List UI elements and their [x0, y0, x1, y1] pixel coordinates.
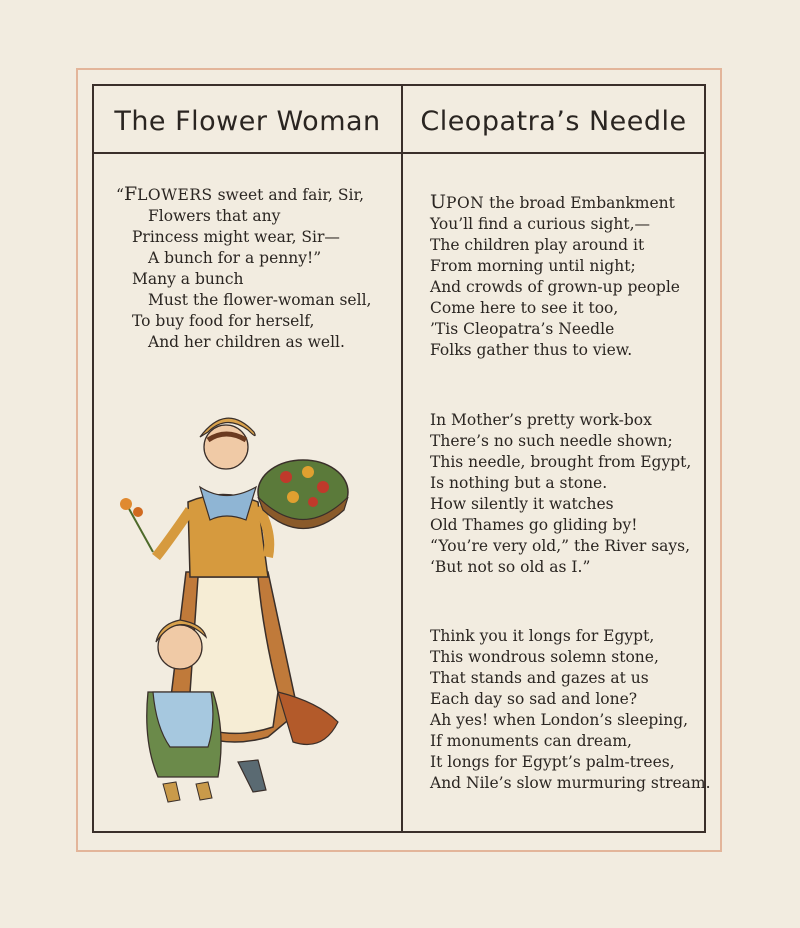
- cleopatras-needle-title: Cleopatra’s Needle: [420, 105, 687, 137]
- poem-line: There’s no such needle shown;: [430, 432, 673, 450]
- small-caps-word: PON: [446, 194, 485, 212]
- poem-line: If monuments can dream,: [430, 732, 632, 750]
- poem-line: This wondrous solemn stone,: [430, 648, 659, 666]
- poem-line: From morning until night;: [430, 257, 636, 275]
- drop-capital: F: [123, 183, 138, 205]
- poem-line: The children play around it: [430, 236, 645, 254]
- poem-line: Many a bunch: [132, 270, 244, 288]
- poem-line: Come here to see it too,: [430, 299, 619, 317]
- drop-capital: U: [430, 191, 447, 213]
- poem-line: ‘But not so old as I.”: [430, 558, 591, 576]
- column-divider: [401, 84, 403, 833]
- flower-woman-illustration: [108, 392, 358, 812]
- poem-line: In Mother’s pretty work-box: [430, 411, 652, 429]
- small-caps-word: LOWERS: [137, 186, 213, 204]
- poem-line: “You’re very old,” the River says,: [430, 537, 691, 555]
- poem-line: ’Tis Cleopatra’s Needle: [430, 320, 615, 338]
- line-tail: sweet and fair, Sir,: [212, 186, 365, 204]
- flower-woman-poem: [116, 184, 371, 353]
- needle-stanza-2: [430, 410, 691, 578]
- poem-line: And crowds of grown-up people: [430, 278, 680, 296]
- poem-line: And her children as well.: [148, 333, 345, 351]
- flower-woman-title: The Flower Woman: [114, 105, 381, 137]
- needle-stanza-3: [430, 626, 711, 794]
- poem-line: [116, 184, 371, 206]
- poem-line: Flowers that any: [148, 207, 281, 225]
- poem-line: Old Thames go gliding by!: [430, 516, 638, 534]
- poem-line: Folks gather thus to view.: [430, 341, 633, 359]
- poem-line: Is nothing but a stone.: [430, 474, 608, 492]
- poem-line: It longs for Egypt’s palm-trees,: [430, 753, 675, 771]
- poem-line: That stands and gazes at us: [430, 669, 649, 687]
- poem-line: Must the flower-woman sell,: [148, 291, 372, 309]
- open-quote: “: [116, 186, 124, 204]
- poem-line: How silently it watches: [430, 495, 614, 513]
- poem-line: Princess might wear, Sir—: [132, 228, 340, 246]
- poem-line: To buy food for herself,: [132, 312, 315, 330]
- poem-line: A bunch for a penny!”: [148, 249, 322, 267]
- poem-line: Ah yes! when London’s sleeping,: [430, 711, 689, 729]
- poem-line: And Nile’s slow murmuring stream.: [430, 774, 711, 792]
- needle-stanza-1: [430, 192, 680, 361]
- poem-line: Each day so sad and lone?: [430, 690, 638, 708]
- poem-line: You’ll find a curious sight,—: [430, 215, 651, 233]
- poem-line: [430, 192, 680, 214]
- poem-line: Think you it longs for Egypt,: [430, 627, 655, 645]
- header-divider: [92, 152, 706, 154]
- line-tail: the broad Embankment: [484, 194, 675, 212]
- poem-line: This needle, brought from Egypt,: [430, 453, 692, 471]
